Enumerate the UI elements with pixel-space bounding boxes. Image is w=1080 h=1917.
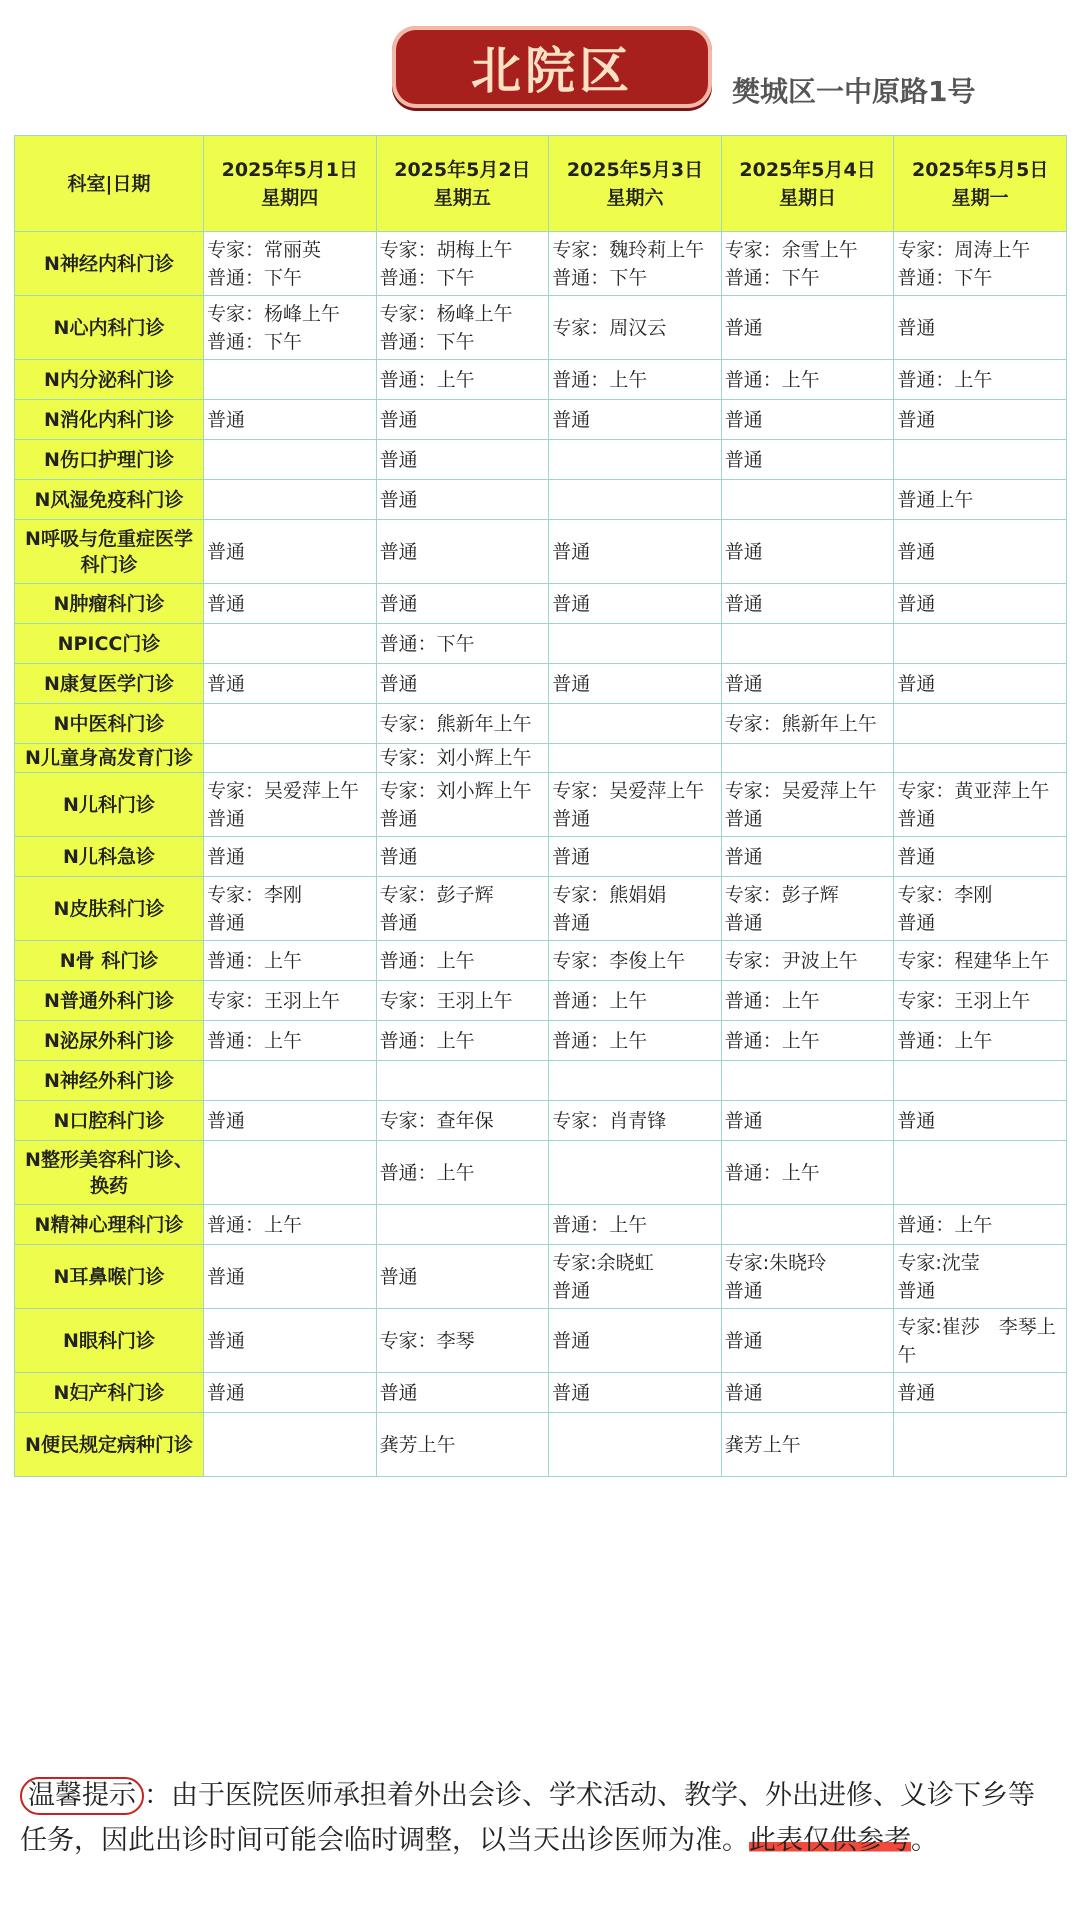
campus-title: 北院区 bbox=[471, 42, 633, 100]
schedule-cell bbox=[549, 624, 722, 664]
schedule-cell bbox=[549, 1061, 722, 1101]
schedule-cell: 专家：熊娟娟 普通 bbox=[549, 877, 722, 941]
table-row bbox=[15, 1021, 1067, 1061]
department-name: N神经外科门诊 bbox=[15, 1061, 204, 1101]
schedule-cell: 普通 bbox=[204, 1245, 377, 1309]
date-header: 2025年5月1日 星期四 bbox=[204, 136, 377, 232]
department-name: N骨 科门诊 bbox=[15, 941, 204, 981]
schedule-cell bbox=[894, 1413, 1067, 1477]
schedule-cell: 普通 bbox=[894, 1373, 1067, 1413]
table-row bbox=[15, 877, 1067, 941]
header bbox=[0, 0, 1080, 135]
schedule-cell: 普通 bbox=[376, 440, 549, 480]
schedule-cell: 普通 bbox=[894, 837, 1067, 877]
schedule-cell bbox=[204, 480, 377, 520]
schedule-cell: 普通：上午 bbox=[549, 981, 722, 1021]
notice-end: 。 bbox=[911, 1825, 938, 1856]
schedule-cell: 普通 bbox=[894, 664, 1067, 704]
table-row bbox=[15, 837, 1067, 877]
department-name: N普通外科门诊 bbox=[15, 981, 204, 1021]
schedule-cell bbox=[549, 480, 722, 520]
schedule-cell: 普通 bbox=[721, 400, 894, 440]
schedule-cell: 普通 bbox=[894, 400, 1067, 440]
schedule-cell: 普通 bbox=[894, 520, 1067, 584]
schedule-cell: 专家：魏玲莉上午 普通：下午 bbox=[549, 232, 722, 296]
schedule-cell: 普通 bbox=[721, 296, 894, 360]
schedule-cell: 普通：上午 bbox=[549, 1021, 722, 1061]
schedule-cell: 普通 bbox=[376, 400, 549, 440]
table-row bbox=[15, 941, 1067, 981]
schedule-cell: 普通：上午 bbox=[204, 1205, 377, 1245]
department-name: N口腔科门诊 bbox=[15, 1101, 204, 1141]
department-name: N妇产科门诊 bbox=[15, 1373, 204, 1413]
table-row bbox=[15, 1101, 1067, 1141]
campus-address: 樊城区一中原路1号 bbox=[732, 75, 976, 108]
date-header: 2025年5月5日 星期一 bbox=[894, 136, 1067, 232]
schedule-cell bbox=[204, 1061, 377, 1101]
schedule-cell: 普通 bbox=[721, 664, 894, 704]
schedule-cell bbox=[549, 744, 722, 773]
department-name: N便民规定病种门诊 bbox=[15, 1413, 204, 1477]
schedule-cell: 普通 bbox=[549, 664, 722, 704]
table-row bbox=[15, 1413, 1067, 1477]
schedule-cell bbox=[894, 440, 1067, 480]
schedule-cell: 普通：上午 bbox=[894, 360, 1067, 400]
schedule-cell: 普通 bbox=[204, 520, 377, 584]
table-row bbox=[15, 1141, 1067, 1205]
department-name: N儿科急诊 bbox=[15, 837, 204, 877]
schedule-cell: 普通 bbox=[721, 1373, 894, 1413]
schedule-cell: 龚芳上午 bbox=[721, 1413, 894, 1477]
schedule-cell: 普通 bbox=[549, 1309, 722, 1373]
table-row bbox=[15, 360, 1067, 400]
schedule-cell: 普通 bbox=[549, 584, 722, 624]
schedule-cell bbox=[721, 1061, 894, 1101]
schedule-cell bbox=[894, 1141, 1067, 1205]
schedule-cell: 普通：下午 bbox=[376, 624, 549, 664]
schedule-cell: 专家:沈莹 普通 bbox=[894, 1245, 1067, 1309]
department-name: N伤口护理门诊 bbox=[15, 440, 204, 480]
notice-label: 温馨提示 bbox=[20, 1777, 144, 1815]
department-name: N儿童身高发育门诊 bbox=[15, 744, 204, 773]
schedule-cell bbox=[549, 1141, 722, 1205]
schedule-cell: 专家：周汉云 bbox=[549, 296, 722, 360]
table-row bbox=[15, 584, 1067, 624]
department-name: N肿瘤科门诊 bbox=[15, 584, 204, 624]
schedule-cell: 普通：上午 bbox=[721, 1021, 894, 1061]
department-name: N皮肤科门诊 bbox=[15, 877, 204, 941]
date-header: 2025年5月4日 星期日 bbox=[721, 136, 894, 232]
schedule-cell bbox=[549, 1413, 722, 1477]
table-row bbox=[15, 296, 1067, 360]
schedule-cell bbox=[204, 1413, 377, 1477]
schedule-cell: 专家：黄亚萍上午 普通 bbox=[894, 773, 1067, 837]
department-name: N眼科门诊 bbox=[15, 1309, 204, 1373]
schedule-cell: 专家：肖青锋 bbox=[549, 1101, 722, 1141]
department-name: N儿科门诊 bbox=[15, 773, 204, 837]
schedule-cell: 普通 bbox=[721, 1101, 894, 1141]
schedule-cell: 专家：刘小辉上午 普通 bbox=[376, 773, 549, 837]
table-row bbox=[15, 981, 1067, 1021]
schedule-cell bbox=[721, 480, 894, 520]
table-row bbox=[15, 1205, 1067, 1245]
schedule-cell: 专家：余雪上午 普通：下午 bbox=[721, 232, 894, 296]
date-header: 2025年5月3日 星期六 bbox=[549, 136, 722, 232]
date-header: 2025年5月2日 星期五 bbox=[376, 136, 549, 232]
schedule-cell: 专家：熊新年上午 bbox=[376, 704, 549, 744]
schedule-cell: 普通：上午 bbox=[549, 1205, 722, 1245]
schedule-cell: 专家：尹波上午 bbox=[721, 941, 894, 981]
schedule-cell: 专家：熊新年上午 bbox=[721, 704, 894, 744]
department-name: N呼吸与危重症医学科门诊 bbox=[15, 520, 204, 584]
schedule-cell: 专家：杨峰上午 普通：下午 bbox=[376, 296, 549, 360]
schedule-cell: 普通：上午 bbox=[376, 941, 549, 981]
schedule-cell: 普通 bbox=[549, 837, 722, 877]
table-row bbox=[15, 773, 1067, 837]
schedule-cell: 普通 bbox=[549, 400, 722, 440]
schedule-cell bbox=[894, 624, 1067, 664]
notice bbox=[20, 1773, 1060, 1863]
schedule-cell: 普通：上午 bbox=[376, 1141, 549, 1205]
table-row bbox=[15, 480, 1067, 520]
table-row bbox=[15, 624, 1067, 664]
schedule-cell: 专家：吴爱萍上午 普通 bbox=[721, 773, 894, 837]
table-row bbox=[15, 1061, 1067, 1101]
schedule-cell: 专家：王羽上午 bbox=[376, 981, 549, 1021]
table-header-row bbox=[15, 136, 1067, 232]
table-row bbox=[15, 664, 1067, 704]
table-row bbox=[15, 1245, 1067, 1309]
schedule-cell: 专家:余晓虹 普通 bbox=[549, 1245, 722, 1309]
schedule-cell: 龚芳上午 bbox=[376, 1413, 549, 1477]
notice-text: ：由于医院医师承担着外出会诊、学术活动、教学、外出进修、义诊下乡等任务，因此出诊时间可能会临时调整，以当天出诊医师为准。 bbox=[20, 1780, 1035, 1856]
table-row bbox=[15, 520, 1067, 584]
table-row bbox=[15, 400, 1067, 440]
schedule-cell: 普通 bbox=[376, 837, 549, 877]
corner-header: 科室|日期 bbox=[15, 136, 204, 232]
schedule-cell bbox=[376, 1061, 549, 1101]
department-name: N耳鼻喉门诊 bbox=[15, 1245, 204, 1309]
schedule-cell bbox=[894, 1061, 1067, 1101]
department-name: N泌尿外科门诊 bbox=[15, 1021, 204, 1061]
schedule-cell: 普通：上午 bbox=[204, 941, 377, 981]
department-name: N精神心理科门诊 bbox=[15, 1205, 204, 1245]
schedule-cell: 普通 bbox=[894, 296, 1067, 360]
schedule-cell bbox=[204, 704, 377, 744]
table-row bbox=[15, 232, 1067, 296]
schedule-cell: 普通上午 bbox=[894, 480, 1067, 520]
schedule-cell: 普通 bbox=[894, 1101, 1067, 1141]
schedule-cell: 普通 bbox=[376, 1245, 549, 1309]
schedule-cell: 普通 bbox=[204, 1373, 377, 1413]
schedule-cell bbox=[721, 624, 894, 664]
schedule-cell: 专家：王羽上午 bbox=[204, 981, 377, 1021]
schedule-cell: 普通 bbox=[204, 400, 377, 440]
schedule-cell: 专家：彭子辉 普通 bbox=[376, 877, 549, 941]
schedule-cell: 普通 bbox=[894, 584, 1067, 624]
schedule-cell: 专家：李俊上午 bbox=[549, 941, 722, 981]
schedule-cell bbox=[204, 1141, 377, 1205]
table-row bbox=[15, 1373, 1067, 1413]
schedule-cell: 普通 bbox=[204, 584, 377, 624]
schedule-cell: 专家：李刚 普通 bbox=[204, 877, 377, 941]
department-name: N内分泌科门诊 bbox=[15, 360, 204, 400]
department-name: N心内科门诊 bbox=[15, 296, 204, 360]
department-name: N风湿免疫科门诊 bbox=[15, 480, 204, 520]
schedule-cell bbox=[894, 704, 1067, 744]
schedule-cell: 专家:崔莎 李琴上午 bbox=[894, 1309, 1067, 1373]
schedule-cell: 专家：吴爱萍上午 普通 bbox=[204, 773, 377, 837]
schedule-cell: 普通 bbox=[721, 440, 894, 480]
department-name: NPICC门诊 bbox=[15, 624, 204, 664]
schedule-table bbox=[14, 135, 1067, 1477]
table-row bbox=[15, 1309, 1067, 1373]
schedule-cell: 普通：上午 bbox=[894, 1021, 1067, 1061]
schedule-cell: 普通：上午 bbox=[721, 981, 894, 1021]
schedule-cell: 普通 bbox=[376, 520, 549, 584]
schedule-cell: 专家：查年保 bbox=[376, 1101, 549, 1141]
schedule-cell: 普通 bbox=[549, 520, 722, 584]
schedule-cell bbox=[204, 744, 377, 773]
schedule-cell: 专家：李刚 普通 bbox=[894, 877, 1067, 941]
schedule-cell bbox=[894, 744, 1067, 773]
schedule-cell: 普通 bbox=[204, 1309, 377, 1373]
campus-title-badge bbox=[392, 26, 712, 108]
schedule-cell: 普通：上午 bbox=[721, 1141, 894, 1205]
schedule-cell bbox=[721, 744, 894, 773]
schedule-cell: 普通 bbox=[549, 1373, 722, 1413]
schedule-cell: 专家：杨峰上午 普通：下午 bbox=[204, 296, 377, 360]
schedule-cell: 普通 bbox=[376, 664, 549, 704]
schedule-cell bbox=[204, 624, 377, 664]
schedule-cell: 普通 bbox=[721, 837, 894, 877]
schedule-cell: 专家：刘小辉上午 bbox=[376, 744, 549, 773]
schedule-cell: 专家：吴爱萍上午 普通 bbox=[549, 773, 722, 837]
table-row bbox=[15, 704, 1067, 744]
schedule-cell bbox=[376, 1205, 549, 1245]
table-row bbox=[15, 440, 1067, 480]
schedule-cell: 普通 bbox=[721, 584, 894, 624]
schedule-cell: 普通 bbox=[376, 480, 549, 520]
schedule-cell bbox=[549, 440, 722, 480]
schedule-cell: 专家：常丽英 普通：下午 bbox=[204, 232, 377, 296]
schedule-cell: 专家：胡梅上午 普通：下午 bbox=[376, 232, 549, 296]
schedule-cell: 普通 bbox=[204, 837, 377, 877]
schedule-cell: 专家：李琴 bbox=[376, 1309, 549, 1373]
schedule-cell: 普通 bbox=[204, 1101, 377, 1141]
schedule-cell: 普通：上午 bbox=[376, 1021, 549, 1061]
schedule-cell: 普通 bbox=[376, 1373, 549, 1413]
schedule-cell: 普通：上午 bbox=[894, 1205, 1067, 1245]
schedule-cell: 普通 bbox=[204, 664, 377, 704]
schedule-cell bbox=[549, 704, 722, 744]
schedule-cell: 专家：彭子辉 普通 bbox=[721, 877, 894, 941]
schedule-cell: 专家：程建华上午 bbox=[894, 941, 1067, 981]
schedule-cell: 普通：上午 bbox=[721, 360, 894, 400]
schedule-cell: 专家：王羽上午 bbox=[894, 981, 1067, 1021]
department-name: N中医科门诊 bbox=[15, 704, 204, 744]
department-name: N消化内科门诊 bbox=[15, 400, 204, 440]
schedule-cell: 普通 bbox=[721, 520, 894, 584]
schedule-cell bbox=[721, 1205, 894, 1245]
schedule-cell: 普通：上午 bbox=[549, 360, 722, 400]
schedule-cell: 专家:朱晓玲 普通 bbox=[721, 1245, 894, 1309]
schedule-cell: 普通 bbox=[721, 1309, 894, 1373]
schedule-cell: 专家：周涛上午 普通：下午 bbox=[894, 232, 1067, 296]
schedule-cell: 普通 bbox=[376, 584, 549, 624]
schedule-cell: 普通：上午 bbox=[204, 1021, 377, 1061]
reference-note: 此表仅供参考 bbox=[749, 1825, 911, 1856]
department-name: N神经内科门诊 bbox=[15, 232, 204, 296]
table-row bbox=[15, 744, 1067, 773]
department-name: N康复医学门诊 bbox=[15, 664, 204, 704]
schedule-cell bbox=[204, 360, 377, 400]
department-name: N整形美容科门诊、换药 bbox=[15, 1141, 204, 1205]
schedule-cell bbox=[204, 440, 377, 480]
schedule-cell: 普通：上午 bbox=[376, 360, 549, 400]
